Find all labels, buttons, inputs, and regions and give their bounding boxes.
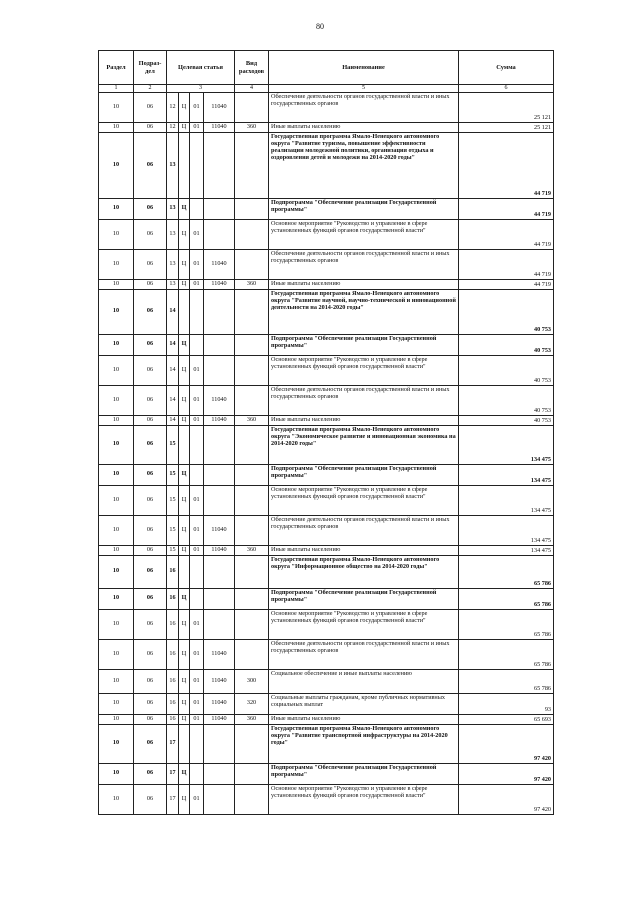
table-row: [99, 669, 554, 693]
table-row: [99, 609, 554, 639]
header-razdel: Раздел: [99, 51, 134, 85]
event-code-cell: 01: [190, 93, 204, 123]
subprogram-code-cell: Ц: [179, 588, 190, 609]
subprogram-code-cell: Ц: [179, 355, 190, 385]
direction-code-cell: 11040: [204, 714, 235, 724]
event-code-cell: 01: [190, 714, 204, 724]
table-row: [99, 123, 554, 133]
table-row: [99, 132, 554, 198]
event-code-cell: [190, 763, 204, 784]
name-cell: Обеспечение деятельности органов государственной власти и иных государственных органов: [269, 249, 459, 279]
expense-type-cell: [235, 485, 269, 515]
program-code-cell: 14: [167, 415, 179, 425]
event-code-cell: [190, 555, 204, 588]
razdel-cell: 10: [99, 198, 134, 219]
razdel-cell: 10: [99, 485, 134, 515]
table-row: [99, 198, 554, 219]
expense-type-cell: [235, 588, 269, 609]
index-cell: 4: [235, 85, 269, 93]
name-cell: Государственная программа Ямало-Ненецкого автономного округа "Развитие научной, научно-технической и инновационной деятельности на 2014-2020 годы": [269, 289, 459, 334]
razdel-cell: 10: [99, 784, 134, 814]
razdel-cell: 10: [99, 289, 134, 334]
subprogram-code-cell: [179, 724, 190, 763]
table-row: [99, 515, 554, 545]
expense-type-cell: [235, 219, 269, 249]
sum-cell: 65 786: [459, 639, 554, 669]
direction-code-cell: 11040: [204, 123, 235, 133]
sum-cell: 44 719: [459, 198, 554, 219]
razdel-cell: 10: [99, 714, 134, 724]
program-code-cell: 15: [167, 464, 179, 485]
event-code-cell: [190, 425, 204, 464]
event-code-cell: [190, 588, 204, 609]
name-cell: Основное мероприятие "Руководство и управление в сфере установленных функций органов государственной власти": [269, 485, 459, 515]
expense-type-cell: [235, 763, 269, 784]
subprogram-code-cell: Ц: [179, 219, 190, 249]
sum-cell: 134 475: [459, 485, 554, 515]
event-code-cell: 01: [190, 669, 204, 693]
expense-type-cell: [235, 198, 269, 219]
name-cell: Государственная программа Ямало-Ненецкого автономного округа "Развитие туризма, повышение эффективности реализации молодежной политики, организация отдыха и оздоровления детей и молодежи на 2014-2020 годы": [269, 132, 459, 198]
event-code-cell: 01: [190, 279, 204, 289]
event-code-cell: 01: [190, 515, 204, 545]
direction-code-cell: [204, 425, 235, 464]
direction-code-cell: 11040: [204, 249, 235, 279]
program-code-cell: 14: [167, 385, 179, 415]
program-code-cell: 13: [167, 249, 179, 279]
name-cell: Основное мероприятие "Руководство и управление в сфере установленных функций органов государственной власти": [269, 355, 459, 385]
program-code-cell: 15: [167, 425, 179, 464]
razdel-cell: 10: [99, 545, 134, 555]
index-cell: 2: [134, 85, 167, 93]
index-cell: 6: [459, 85, 554, 93]
name-cell: Иные выплаты населению: [269, 714, 459, 724]
direction-code-cell: [204, 724, 235, 763]
direction-code-cell: [204, 784, 235, 814]
name-cell: Подпрограмма "Обеспечение реализации Государственной программы": [269, 198, 459, 219]
subprogram-code-cell: Ц: [179, 249, 190, 279]
program-code-cell: 15: [167, 515, 179, 545]
sum-cell: 93: [459, 693, 554, 714]
subprogram-code-cell: Ц: [179, 485, 190, 515]
subprogram-code-cell: Ц: [179, 693, 190, 714]
event-code-cell: [190, 724, 204, 763]
table-row: [99, 93, 554, 123]
name-cell: Подпрограмма "Обеспечение реализации Государственной программы": [269, 763, 459, 784]
name-cell: Государственная программа Ямало-Ненецкого автономного округа "Экономическое развитие и инновационная экономика на 2014-2020 годы": [269, 425, 459, 464]
subprogram-code-cell: Ц: [179, 198, 190, 219]
name-cell: Основное мероприятие "Руководство и управление в сфере установленных функций органов государственной власти": [269, 784, 459, 814]
program-code-cell: 12: [167, 123, 179, 133]
index-cell: 3: [167, 85, 235, 93]
expense-type-cell: [235, 249, 269, 279]
subprogram-code-cell: Ц: [179, 714, 190, 724]
header-sum: Сумма: [459, 51, 554, 85]
table-row: [99, 724, 554, 763]
razdel-cell: 10: [99, 132, 134, 198]
name-cell: Социальное обеспечение и иные выплаты населению: [269, 669, 459, 693]
razdel-cell: 10: [99, 93, 134, 123]
expense-type-cell: [235, 784, 269, 814]
expense-type-cell: 360: [235, 123, 269, 133]
direction-code-cell: [204, 132, 235, 198]
sum-cell: 65 786: [459, 555, 554, 588]
expense-type-cell: [235, 132, 269, 198]
direction-code-cell: 11040: [204, 415, 235, 425]
table-row: [99, 279, 554, 289]
table-row: [99, 545, 554, 555]
table-row: [99, 714, 554, 724]
index-cell: 5: [269, 85, 459, 93]
expense-type-cell: 360: [235, 415, 269, 425]
podrazdel-cell: 06: [134, 724, 167, 763]
razdel-cell: 10: [99, 219, 134, 249]
program-code-cell: 16: [167, 693, 179, 714]
table-row: [99, 763, 554, 784]
event-code-cell: 01: [190, 415, 204, 425]
sum-cell: 65 786: [459, 669, 554, 693]
podrazdel-cell: 06: [134, 763, 167, 784]
sum-cell: 97 420: [459, 763, 554, 784]
program-code-cell: 13: [167, 279, 179, 289]
table-row: [99, 784, 554, 814]
event-code-cell: [190, 132, 204, 198]
razdel-cell: 10: [99, 415, 134, 425]
subprogram-code-cell: Ц: [179, 93, 190, 123]
subprogram-code-cell: Ц: [179, 609, 190, 639]
subprogram-code-cell: [179, 132, 190, 198]
podrazdel-cell: 06: [134, 545, 167, 555]
podrazdel-cell: 06: [134, 425, 167, 464]
expense-type-cell: [235, 609, 269, 639]
podrazdel-cell: 06: [134, 555, 167, 588]
sum-cell: 134 475: [459, 515, 554, 545]
razdel-cell: 10: [99, 724, 134, 763]
program-code-cell: 16: [167, 639, 179, 669]
direction-code-cell: [204, 289, 235, 334]
program-code-cell: 16: [167, 714, 179, 724]
expense-type-cell: [235, 385, 269, 415]
expense-type-cell: [235, 724, 269, 763]
name-cell: Обеспечение деятельности органов государственной власти и иных государственных органов: [269, 93, 459, 123]
podrazdel-cell: 06: [134, 639, 167, 669]
sum-cell: 40 753: [459, 334, 554, 355]
table-row: [99, 415, 554, 425]
subprogram-code-cell: Ц: [179, 784, 190, 814]
name-cell: Государственная программа Ямало-Ненецкого автономного округа "Информационное общество на 2014-2020 годы": [269, 555, 459, 588]
direction-code-cell: [204, 763, 235, 784]
event-code-cell: 01: [190, 784, 204, 814]
program-code-cell: 13: [167, 219, 179, 249]
program-code-cell: 15: [167, 545, 179, 555]
subprogram-code-cell: Ц: [179, 334, 190, 355]
table-row: [99, 485, 554, 515]
sum-cell: 65 786: [459, 588, 554, 609]
table-row: [99, 555, 554, 588]
direction-code-cell: 11040: [204, 279, 235, 289]
direction-code-cell: 11040: [204, 639, 235, 669]
expense-type-cell: 320: [235, 693, 269, 714]
table-row: [99, 219, 554, 249]
program-code-cell: 15: [167, 485, 179, 515]
program-code-cell: 16: [167, 588, 179, 609]
budget-table: [98, 50, 554, 815]
direction-code-cell: [204, 334, 235, 355]
name-cell: Обеспечение деятельности органов государственной власти и иных государственных органов: [269, 515, 459, 545]
subprogram-code-cell: Ц: [179, 669, 190, 693]
subprogram-code-cell: Ц: [179, 515, 190, 545]
subprogram-code-cell: Ц: [179, 279, 190, 289]
program-code-cell: 16: [167, 555, 179, 588]
podrazdel-cell: 06: [134, 415, 167, 425]
razdel-cell: 10: [99, 385, 134, 415]
expense-type-cell: [235, 289, 269, 334]
event-code-cell: [190, 198, 204, 219]
event-code-cell: 01: [190, 639, 204, 669]
podrazdel-cell: 06: [134, 609, 167, 639]
program-code-cell: 13: [167, 198, 179, 219]
direction-code-cell: [204, 464, 235, 485]
expense-type-cell: [235, 515, 269, 545]
subprogram-code-cell: Ц: [179, 639, 190, 669]
podrazdel-cell: 06: [134, 714, 167, 724]
program-code-cell: 13: [167, 132, 179, 198]
razdel-cell: 10: [99, 693, 134, 714]
podrazdel-cell: 06: [134, 219, 167, 249]
header-row: [99, 51, 554, 85]
event-code-cell: 01: [190, 485, 204, 515]
event-code-cell: [190, 334, 204, 355]
subprogram-code-cell: Ц: [179, 123, 190, 133]
expense-type-cell: [235, 355, 269, 385]
podrazdel-cell: 06: [134, 93, 167, 123]
direction-code-cell: 11040: [204, 385, 235, 415]
header-vid: Вид расходов: [235, 51, 269, 85]
name-cell: Подпрограмма "Обеспечение реализации Государственной программы": [269, 588, 459, 609]
program-code-cell: 17: [167, 763, 179, 784]
name-cell: Социальные выплаты гражданам, кроме публичных нормативных социальных выплат: [269, 693, 459, 714]
subprogram-code-cell: Ц: [179, 763, 190, 784]
name-cell: Государственная программа Ямало-Ненецкого автономного округа "Развитие транспортной инфраструктуры на 2014-2020 годы": [269, 724, 459, 763]
sum-cell: 25 121: [459, 123, 554, 133]
name-cell: Иные выплаты населению: [269, 415, 459, 425]
event-code-cell: 01: [190, 123, 204, 133]
program-code-cell: 12: [167, 93, 179, 123]
sum-cell: 44 719: [459, 219, 554, 249]
index-row: [99, 85, 554, 93]
table-row: [99, 249, 554, 279]
subprogram-code-cell: Ц: [179, 545, 190, 555]
expense-type-cell: [235, 334, 269, 355]
podrazdel-cell: 06: [134, 132, 167, 198]
sum-cell: 40 753: [459, 289, 554, 334]
table-row: [99, 334, 554, 355]
direction-code-cell: [204, 485, 235, 515]
podrazdel-cell: 06: [134, 123, 167, 133]
podrazdel-cell: 06: [134, 289, 167, 334]
sum-cell: 134 475: [459, 464, 554, 485]
event-code-cell: [190, 464, 204, 485]
expense-type-cell: [235, 555, 269, 588]
podrazdel-cell: 06: [134, 588, 167, 609]
direction-code-cell: [204, 555, 235, 588]
table-row: [99, 588, 554, 609]
table-row: [99, 464, 554, 485]
name-cell: Иные выплаты населению: [269, 545, 459, 555]
podrazdel-cell: 06: [134, 355, 167, 385]
razdel-cell: 10: [99, 609, 134, 639]
name-cell: Подпрограмма "Обеспечение реализации Государственной программы": [269, 334, 459, 355]
subprogram-code-cell: [179, 289, 190, 334]
name-cell: Иные выплаты населению: [269, 123, 459, 133]
podrazdel-cell: 06: [134, 249, 167, 279]
direction-code-cell: 11040: [204, 515, 235, 545]
table-row: [99, 385, 554, 415]
sum-cell: 44 719: [459, 279, 554, 289]
sum-cell: 40 753: [459, 385, 554, 415]
program-code-cell: 17: [167, 784, 179, 814]
subprogram-code-cell: Ц: [179, 385, 190, 415]
direction-code-cell: 11040: [204, 669, 235, 693]
direction-code-cell: [204, 609, 235, 639]
name-cell: Обеспечение деятельности органов государственной власти и иных государственных органов: [269, 639, 459, 669]
expense-type-cell: [235, 425, 269, 464]
event-code-cell: 01: [190, 545, 204, 555]
podrazdel-cell: 06: [134, 334, 167, 355]
razdel-cell: 10: [99, 334, 134, 355]
podrazdel-cell: 06: [134, 485, 167, 515]
table-row: [99, 693, 554, 714]
razdel-cell: 10: [99, 355, 134, 385]
sum-cell: 25 121: [459, 93, 554, 123]
podrazdel-cell: 06: [134, 693, 167, 714]
podrazdel-cell: 06: [134, 464, 167, 485]
table-row: [99, 639, 554, 669]
razdel-cell: 10: [99, 425, 134, 464]
razdel-cell: 10: [99, 763, 134, 784]
program-code-cell: 14: [167, 289, 179, 334]
direction-code-cell: [204, 198, 235, 219]
name-cell: Основное мероприятие "Руководство и управление в сфере установленных функций органов государственной власти": [269, 609, 459, 639]
direction-code-cell: 11040: [204, 93, 235, 123]
razdel-cell: 10: [99, 279, 134, 289]
sum-cell: 40 753: [459, 355, 554, 385]
subprogram-code-cell: [179, 555, 190, 588]
razdel-cell: 10: [99, 588, 134, 609]
sum-cell: 134 475: [459, 545, 554, 555]
sum-cell: 97 420: [459, 784, 554, 814]
direction-code-cell: [204, 219, 235, 249]
sum-cell: 97 420: [459, 724, 554, 763]
direction-code-cell: 11040: [204, 693, 235, 714]
expense-type-cell: 300: [235, 669, 269, 693]
podrazdel-cell: 06: [134, 669, 167, 693]
razdel-cell: 10: [99, 464, 134, 485]
header-name: Наименование: [269, 51, 459, 85]
name-cell: Обеспечение деятельности органов государственной власти и иных государственных органов: [269, 385, 459, 415]
expense-type-cell: [235, 639, 269, 669]
razdel-cell: 10: [99, 123, 134, 133]
expense-type-cell: 360: [235, 545, 269, 555]
table-row: [99, 425, 554, 464]
program-code-cell: 14: [167, 355, 179, 385]
expense-type-cell: [235, 464, 269, 485]
subprogram-code-cell: Ц: [179, 415, 190, 425]
expense-type-cell: 360: [235, 279, 269, 289]
razdel-cell: 10: [99, 555, 134, 588]
table-row: [99, 355, 554, 385]
table-row: [99, 289, 554, 334]
header-podrazdel: Подраз- дел: [134, 51, 167, 85]
expense-type-cell: 360: [235, 714, 269, 724]
sum-cell: 44 719: [459, 249, 554, 279]
event-code-cell: 01: [190, 385, 204, 415]
index-cell: 1: [99, 85, 134, 93]
sum-cell: 65 693: [459, 714, 554, 724]
podrazdel-cell: 06: [134, 279, 167, 289]
podrazdel-cell: 06: [134, 385, 167, 415]
program-code-cell: 17: [167, 724, 179, 763]
direction-code-cell: 11040: [204, 545, 235, 555]
direction-code-cell: [204, 355, 235, 385]
podrazdel-cell: 06: [134, 515, 167, 545]
program-code-cell: 16: [167, 609, 179, 639]
event-code-cell: 01: [190, 249, 204, 279]
program-code-cell: 14: [167, 334, 179, 355]
name-cell: Подпрограмма "Обеспечение реализации Государственной программы": [269, 464, 459, 485]
sum-cell: 40 753: [459, 415, 554, 425]
razdel-cell: 10: [99, 639, 134, 669]
expense-type-cell: [235, 93, 269, 123]
subprogram-code-cell: [179, 425, 190, 464]
razdel-cell: 10: [99, 669, 134, 693]
direction-code-cell: [204, 588, 235, 609]
sum-cell: 44 719: [459, 132, 554, 198]
event-code-cell: 01: [190, 609, 204, 639]
sum-cell: 65 786: [459, 609, 554, 639]
podrazdel-cell: 06: [134, 198, 167, 219]
event-code-cell: 01: [190, 355, 204, 385]
name-cell: Иные выплаты населению: [269, 279, 459, 289]
sum-cell: 134 475: [459, 425, 554, 464]
subprogram-code-cell: Ц: [179, 464, 190, 485]
podrazdel-cell: 06: [134, 784, 167, 814]
event-code-cell: 01: [190, 693, 204, 714]
program-code-cell: 16: [167, 669, 179, 693]
event-code-cell: [190, 289, 204, 334]
event-code-cell: 01: [190, 219, 204, 249]
header-celevaya: Целевая статья: [167, 51, 235, 85]
name-cell: Основное мероприятие "Руководство и управление в сфере установленных функций органов государственной власти": [269, 219, 459, 249]
razdel-cell: 10: [99, 249, 134, 279]
razdel-cell: 10: [99, 515, 134, 545]
page-number: 80: [316, 22, 324, 31]
